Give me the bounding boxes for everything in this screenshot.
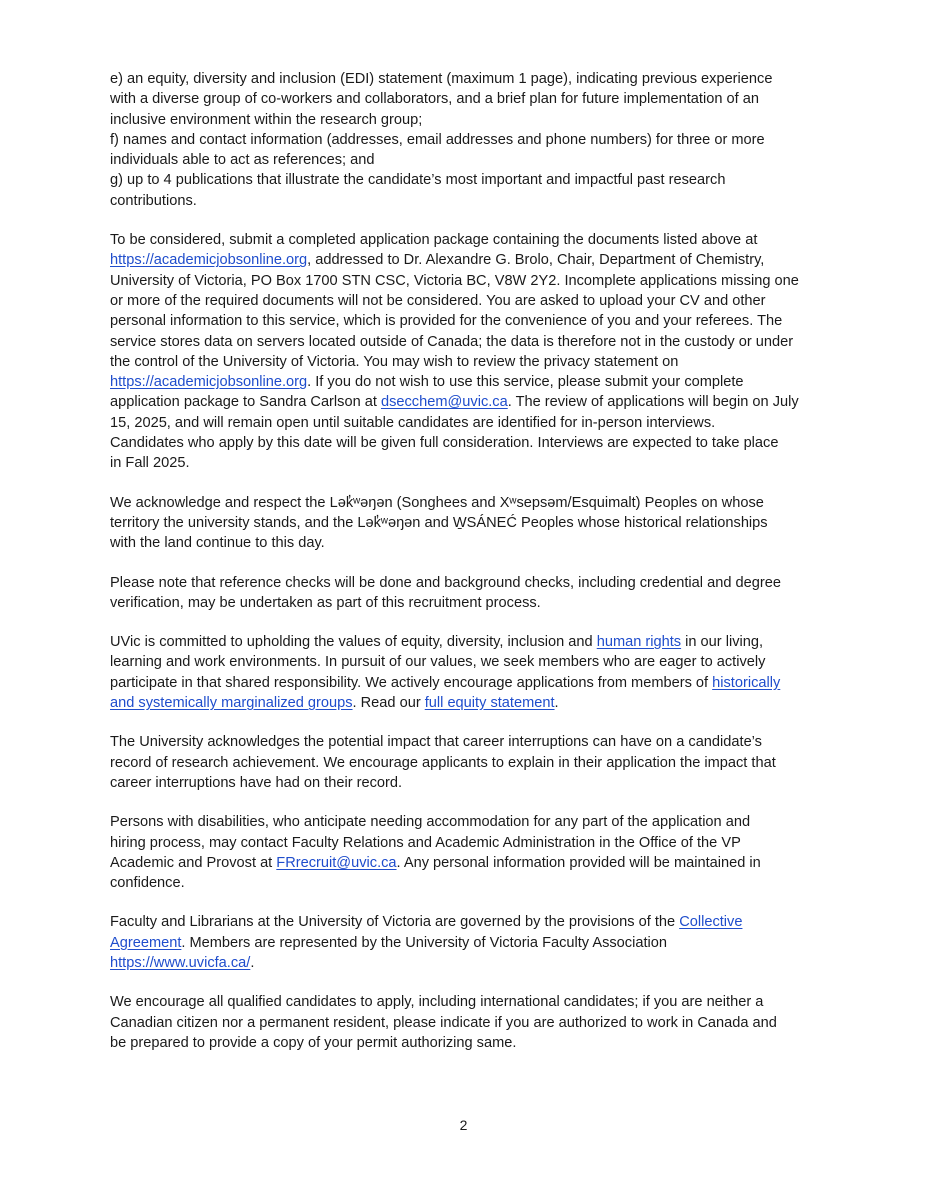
human-rights-link[interactable]: human rights (596, 634, 682, 651)
text-segment: . (554, 695, 559, 712)
text-line: Canadian citizen nor a permanent resident, please indicate if you are authorized to work in Canada and (110, 1014, 777, 1031)
collective-agreement-paragraph (110, 912, 840, 973)
land-acknowledgement-paragraph (110, 493, 840, 554)
text-line: We encourage all qualified candidates to apply, including international candidates; if you are neither a (110, 994, 764, 1011)
text-segment: in our living, (681, 634, 764, 651)
text-line (110, 693, 840, 713)
text-segment: . Any personal information provided will be maintained in (396, 854, 761, 871)
text-line: 15, 2025, and will remain open until suitable candidates are identified for in-person interviews. (110, 414, 716, 431)
equity-commitment-paragraph (110, 632, 840, 713)
text-line: verification, may be undertaken as part of this recruitment process. (110, 594, 541, 611)
text-line: the control of the University of Victoria. You may wish to review the privacy statement on (110, 353, 679, 370)
text-line (110, 912, 840, 932)
text-line: g) up to 4 publications that illustrate the candidate’s most important and impactful past research (110, 172, 726, 189)
collective-agreement-link[interactable]: Collective (679, 914, 743, 931)
text-line: service stores data on servers located outside of Canada; the data is therefore not in the custody or under (110, 333, 794, 350)
text-segment: . Members are represented by the University of Victoria Faculty Association (181, 934, 667, 951)
text-line: territory the university stands, and the Lək̓ʷəŋən and W̱SÁNEĆ Peoples whose historical relationships (110, 514, 768, 531)
full-equity-statement-link[interactable]: full equity statement (424, 695, 555, 712)
text-segment: , addressed to Dr. Alexandre G. Brolo, Chair, Department of Chemistry, (307, 252, 765, 269)
text-line: f) names and contact information (addresses, email addresses and phone numbers) for three or more (110, 131, 765, 148)
academicjobsonline-link[interactable]: https://academicjobsonline.org (110, 252, 308, 269)
text-line: inclusive environment within the research group; (110, 111, 423, 128)
international-candidates-paragraph (110, 992, 840, 1053)
text-line: confidence. (110, 875, 185, 892)
collective-agreement-link-continued[interactable]: Agreement (110, 934, 182, 951)
text-line (110, 392, 840, 412)
text-line: or more of the required documents will not be considered. You are asked to upload your CV and other (110, 292, 766, 309)
text-line: University of Victoria, PO Box 1700 STN CSC, Victoria BC, V8W 2Y2. Incomplete applications missing one (110, 272, 799, 289)
text-segment: . Read our (352, 695, 425, 712)
text-segment: application package to Sandra Carlson at (110, 394, 381, 411)
text-line (110, 372, 840, 392)
text-line (110, 632, 840, 652)
submission-instructions-paragraph (110, 230, 840, 474)
text-line: with the land continue to this day. (110, 535, 325, 552)
reference-checks-paragraph (110, 573, 840, 614)
text-line: learning and work environments. In pursuit of our values, we seek members who are eager to actively (110, 654, 766, 671)
document-body (110, 69, 840, 1072)
text-line: in Fall 2025. (110, 455, 190, 472)
privacy-statement-link[interactable]: https://academicjobsonline.org (110, 374, 308, 391)
text-line: Please note that reference checks will be done and background checks, including credential and degree (110, 574, 781, 591)
text-line: Candidates who apply by this date will be given full consideration. Interviews are expected to take place (110, 435, 779, 452)
marginalized-groups-link[interactable]: historically (712, 674, 781, 691)
text-line (110, 853, 840, 873)
text-segment: . (250, 954, 255, 971)
text-line: be prepared to provide a copy of your permit authorizing same. (110, 1034, 517, 1051)
text-line: contributions. (110, 192, 197, 209)
marginalized-groups-link-continued[interactable]: and systemically marginalized groups (110, 695, 353, 712)
text-line (110, 250, 840, 270)
dsecchem-email-link[interactable]: dsecchem@uvic.ca (380, 394, 508, 411)
text-line: individuals able to act as references; and (110, 152, 375, 169)
text-line (110, 953, 840, 973)
text-line: personal information to this service, which is provided for the convenience of you and your referees. The (110, 313, 783, 330)
text-segment: participate in that shared responsibility. We actively encourage applications from members of (110, 674, 713, 691)
text-segment: . The review of applications will begin on July (507, 394, 799, 411)
text-line: To be considered, submit a completed application package containing the documents listed above at (110, 232, 758, 249)
text-line: We acknowledge and respect the Lək̓ʷəŋən (Songhees and Xʷsepsəm/Esquimalt) Peoples on whose (110, 494, 764, 511)
page-number: 2 (459, 1117, 468, 1133)
text-segment: UVic is committed to upholding the values of equity, diversity, inclusion and (110, 634, 597, 651)
text-line: career interruptions have had on their record. (110, 774, 403, 791)
text-line: The University acknowledges the potential impact that career interruptions can have on a candidate’s (110, 734, 762, 751)
text-segment: Faculty and Librarians at the University of Victoria are governed by the provisions of the (110, 914, 680, 931)
frrecruit-email-link[interactable]: FRrecruit@uvic.ca (276, 854, 397, 871)
text-segment: . If you do not wish to use this service, please submit your complete (307, 374, 744, 391)
text-line (110, 933, 840, 953)
text-line: Persons with disabilities, who anticipate needing accommodation for any part of the application and (110, 814, 751, 831)
text-segment: Academic and Provost at (110, 854, 277, 871)
text-line (110, 673, 840, 693)
text-line: with a diverse group of co-workers and collaborators, and a brief plan for future implementation of an (110, 91, 759, 108)
career-interruptions-paragraph (110, 732, 840, 793)
application-requirements-paragraph (110, 69, 840, 211)
uvicfa-link[interactable]: https://www.uvicfa.ca/ (110, 954, 251, 971)
text-line: hiring process, may contact Faculty Relations and Academic Administration in the Office of the VP (110, 834, 741, 851)
text-line: record of research achievement. We encourage applicants to explain in their application the impact that (110, 754, 776, 771)
accommodation-paragraph (110, 812, 840, 893)
text-line: e) an equity, diversity and inclusion (EDI) statement (maximum 1 page), indicating previous experience (110, 71, 773, 87)
